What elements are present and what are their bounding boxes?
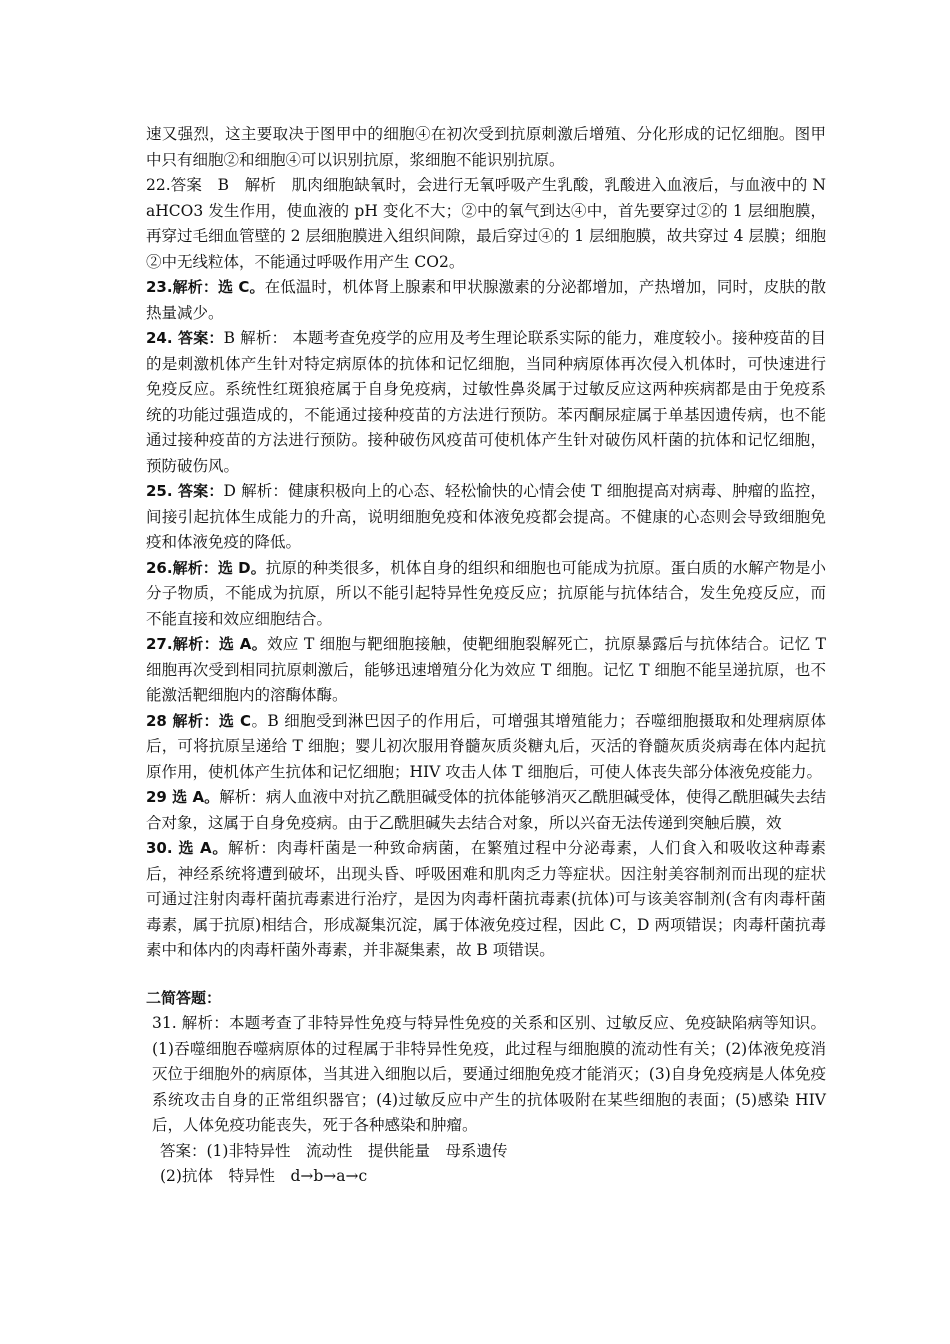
paragraph-text: 在低温时，机体肾上腺素和甲状腺激素的分泌都增加，产热增加，同时，皮肤的散热量减少。 xyxy=(146,278,826,322)
section-spacer xyxy=(146,964,826,986)
answer-label: 29 选 A。 xyxy=(146,788,220,806)
paragraph-text: 22.答案 B 解析 肌肉细胞缺氧时，会进行无氧呼吸产生乳酸，乳酸进入血液后，与血液中的 NaHCO3 发生作用，使血液的 pH 变化不大；②中的氧气到达④中，首先要穿过②的 1 层细胞膜，再穿过毛细血管壁的 2 层细胞膜进入组织间隙，最后穿过④的 1 层细胞膜，故共穿过 4 层膜；细胞②中无线粒体，不能通过呼吸作用产生 CO2。 xyxy=(146,176,826,271)
paragraph-25 xyxy=(146,479,826,556)
paragraph-22 xyxy=(146,173,826,275)
answer-label: 23.解析：选 C。 xyxy=(146,278,265,296)
paragraph-text: D 解析：健康积极向上的心态、轻松愉快的心情会使 T 细胞提高对病毒、肿瘤的监控，间接引起抗体生成能力的升高，说明细胞免疫和体液免疫都会提高。不健康的心态则会导致细胞免疫和体液免疫的降低。 xyxy=(146,482,826,551)
answer-label: 27.解析：选 A。 xyxy=(146,635,268,653)
paragraph-29 xyxy=(146,785,826,836)
paragraph-text: 解析：肉毒杆菌是一种致命病菌，在繁殖过程中分泌毒素，人们食入和吸收这种毒素后，神经系统将遭到破坏，出现头昏、呼吸困难和肌肉乏力等症状。因注射美容制剂而出现的症状可通过注射肉毒杆菌抗毒素进行治疗，是因为肉毒杆菌抗毒素(抗体)可与该美容制剂(含有肉毒杆菌毒素，属于抗原)相结合，形成凝集沉淀，属于体液免疫过程，因此 C，D 两项错误；肉毒杆菌抗毒素中和体内的肉毒杆菌外毒素，并非凝集素，故 B 项错误。 xyxy=(146,839,826,959)
paragraph-26 xyxy=(146,556,826,633)
paragraph-24 xyxy=(146,326,826,479)
paragraph-text: B 解析： 本题考查免疫学的应用及考生理论联系实际的能力，难度较小。接种疫苗的目的是刺激机体产生针对特定病原体的抗体和记忆细胞，当同种病原体再次侵入机体时，可快速进行免疫反应。系统性红斑狼疮属于自身免疫病，过敏性鼻炎属于过敏反应这两种疾病都是由于免疫系统的功能过强造成的，不能通过接种疫苗的方法进行预防。苯丙酮尿症属于单基因遗传病，也不能通过接种疫苗的方法进行预防。接种破伤风疫苗可使机体产生针对破伤风杆菌的抗体和记忆细胞，预防破伤风。 xyxy=(146,329,827,475)
answer-label: 26.解析：选 D。 xyxy=(146,558,266,577)
section-heading: 二简答题： xyxy=(146,988,222,1007)
paragraph-31 xyxy=(146,1011,826,1139)
answer-label: 25. 答案： xyxy=(146,482,224,500)
answer-label: 24. 答案： xyxy=(146,329,224,347)
answer-label: 28 解析：选 C xyxy=(146,711,252,730)
paragraph-text: 速又强烈，这主要取决于图甲中的细胞④在初次受到抗原刺激后增殖、分化形成的记忆细胞。图甲中只有细胞②和细胞④可以识别抗原，浆细胞不能识别抗原。 xyxy=(146,125,826,169)
answer-line-2: (2)抗体 特异性 d→b→a→c xyxy=(160,1167,368,1185)
answer-line-1: 答案：(1)非特异性 流动性 提供能量 母系遗传 xyxy=(160,1141,508,1160)
paragraph-30 xyxy=(146,836,826,964)
paragraph-23 xyxy=(146,275,826,326)
paragraph-text: 31. 解析：本题考查了非特异性免疫与特异性免疫的关系和区别、过敏反应、免疫缺陷病等知识。(1)吞噬细胞吞噬病原体的过程属于非特异性免疫，此过程与细胞膜的流动性有关；(2)体液免疫消灭位于细胞外的病原体，当其进入细胞以后，要通过细胞免疫才能消灭；(3)自身免疫病是人体免疫系统攻击自身的正常组织器官；(4)过敏反应中产生的抗体吸附在某些细胞的表面；(5)感染 HIV 后，人体免疫功能丧失，死于各种感染和肿瘤。 xyxy=(152,1014,826,1134)
paragraph-28 xyxy=(146,709,826,786)
document-page xyxy=(146,122,826,1190)
paragraph-text: 。B 细胞受到淋巴因子的作用后，可增强其增殖能力；吞噬细胞摄取和处理病原体后，可将抗原呈递给 T 细胞；婴儿初次服用脊髓灰质炎糖丸后，灭活的脊髓灰质炎病毒在体内起抗原作用，使机体产生抗体和记忆细胞；HIV 攻击人体 T 细胞后，可使人体丧失部分体液免疫能力。 xyxy=(146,711,827,781)
answer-label: 30. 选 A。 xyxy=(146,839,229,857)
paragraph-text: 解析：病人血液中对抗乙酰胆碱受体的抗体能够消灭乙酰胆碱受体，使得乙酰胆碱失去结合对象，这属于自身免疫病。由于乙酰胆碱失去结合对象，所以兴奋无法传递到突触后膜，效 xyxy=(146,788,826,832)
paragraph-text: 抗原的种类很多，机体自身的组织和细胞也可能成为抗原。蛋白质的水解产物是小分子物质，不能成为抗原，所以不能引起特异性免疫反应；抗原能与抗体结合，发生免疫反应，而不能直接和效应细胞结合。 xyxy=(146,558,826,628)
paragraph-text: 效应 T 细胞与靶细胞接触，使靶细胞裂解死亡，抗原暴露后与抗体结合。记忆 T 细胞再次受到相同抗原刺激后，能够迅速增殖分化为效应 T 细胞。记忆 T 细胞不能呈递抗原，也不能激活靶细胞内的溶酶体酶。 xyxy=(146,635,827,704)
paragraph-21-continued xyxy=(146,122,826,173)
paragraph-27 xyxy=(146,632,826,709)
